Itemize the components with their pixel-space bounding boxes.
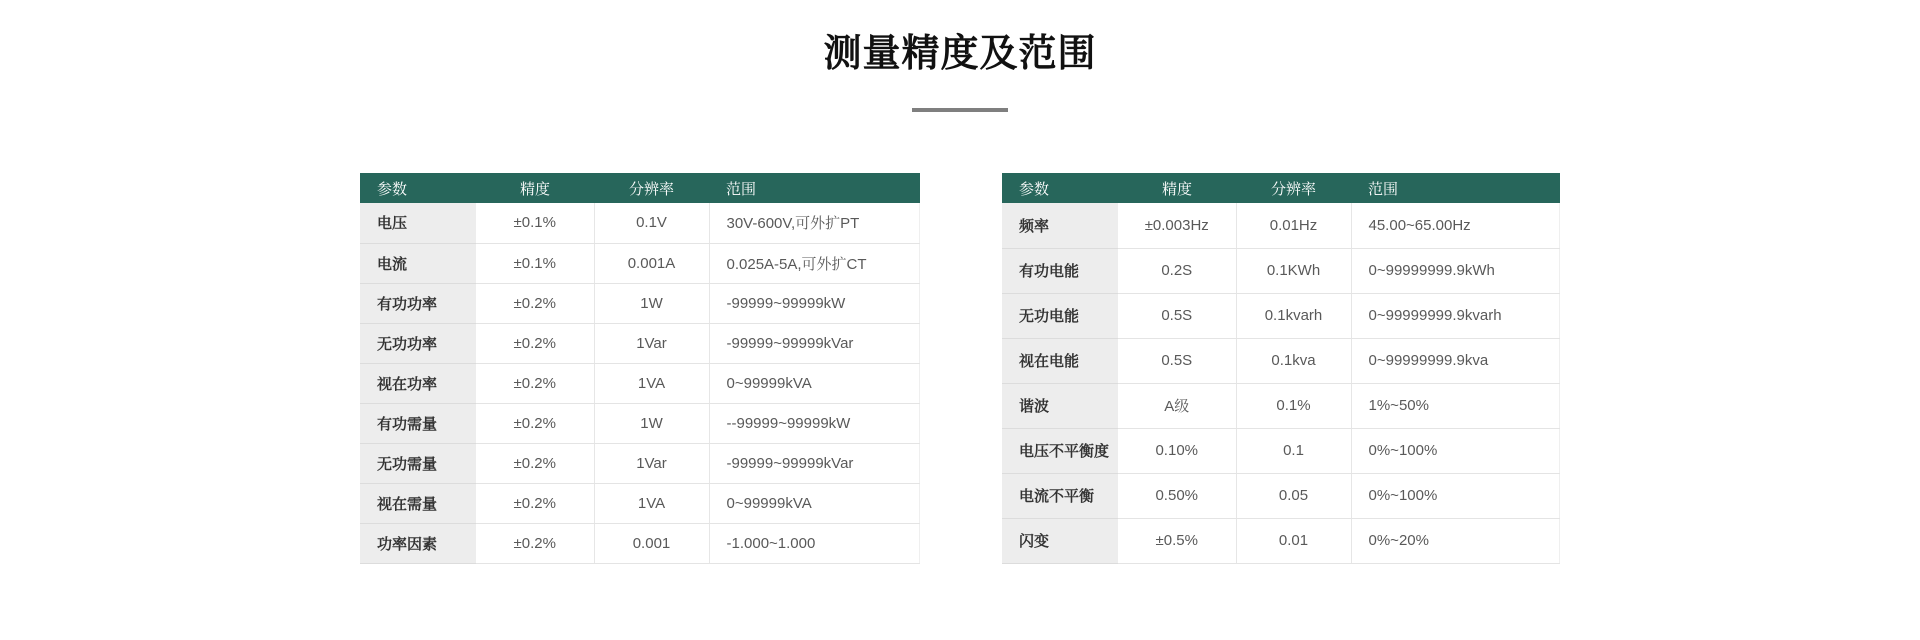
parameter-label-cell: 功率因素: [360, 523, 476, 563]
value-cell: ±0.2%: [476, 523, 594, 563]
parameter-label-cell: 谐波: [1002, 383, 1118, 428]
value-cell: 30V-600V,可外扩PT: [709, 203, 920, 243]
table-row: [360, 403, 920, 443]
parameter-label-cell: 有功功率: [360, 283, 476, 323]
value-cell: 0%~100%: [1351, 473, 1560, 518]
table-row: [360, 443, 920, 483]
parameter-label-cell: 闪变: [1002, 518, 1118, 563]
column-header: 范围: [1351, 173, 1560, 203]
column-header: 精度: [476, 173, 594, 203]
value-cell: ±0.1%: [476, 203, 594, 243]
value-cell: 1%~50%: [1351, 383, 1560, 428]
parameter-label-cell: 电流: [360, 243, 476, 283]
parameter-label-cell: 有功电能: [1002, 248, 1118, 293]
value-cell: 0.001A: [594, 243, 709, 283]
page-title: 测量精度及范围: [823, 33, 1097, 75]
title-divider: [912, 108, 1008, 112]
value-cell: ±0.2%: [476, 363, 594, 403]
table-row: [1002, 338, 1560, 383]
table-header: [360, 173, 920, 203]
value-cell: 0.10%: [1118, 428, 1236, 473]
value-cell: 0.01Hz: [1236, 203, 1351, 248]
table-row: [1002, 473, 1560, 518]
column-header: 参数: [1002, 173, 1118, 203]
value-cell: 0.50%: [1118, 473, 1236, 518]
value-cell: ±0.1%: [476, 243, 594, 283]
value-cell: 0.05: [1236, 473, 1351, 518]
value-cell: 0.1KWh: [1236, 248, 1351, 293]
table-row: [1002, 428, 1560, 473]
value-cell: 0~99999kVA: [709, 363, 920, 403]
value-cell: ±0.5%: [1118, 518, 1236, 563]
value-cell: -99999~99999kVar: [709, 443, 920, 483]
value-cell: 0%~100%: [1351, 428, 1560, 473]
table-header: [1002, 173, 1560, 203]
parameter-label-cell: 电压: [360, 203, 476, 243]
table-row: [360, 363, 920, 403]
table-row: [360, 283, 920, 323]
value-cell: ±0.2%: [476, 443, 594, 483]
value-cell: ±0.2%: [476, 283, 594, 323]
value-cell: -1.000~1.000: [709, 523, 920, 563]
value-cell: A级: [1118, 383, 1236, 428]
table-row: [1002, 293, 1560, 338]
value-cell: 0.5S: [1118, 338, 1236, 383]
value-cell: ±0.2%: [476, 323, 594, 363]
column-header: 精度: [1118, 173, 1236, 203]
parameter-label-cell: 视在电能: [1002, 338, 1118, 383]
table-row: [1002, 203, 1560, 248]
parameter-label-cell: 视在功率: [360, 363, 476, 403]
parameter-label-cell: 频率: [1002, 203, 1118, 248]
table-row: [360, 243, 920, 283]
value-cell: 0.5S: [1118, 293, 1236, 338]
value-cell: 1W: [594, 283, 709, 323]
table-row: [1002, 518, 1560, 563]
table-row: [360, 483, 920, 523]
column-header: 参数: [360, 173, 476, 203]
value-cell: 0.1V: [594, 203, 709, 243]
parameter-label-cell: 无功需量: [360, 443, 476, 483]
value-cell: -99999~99999kVar: [709, 323, 920, 363]
column-header: 范围: [709, 173, 920, 203]
value-cell: 0~99999999.9kWh: [1351, 248, 1560, 293]
value-cell: 0~99999999.9kvarh: [1351, 293, 1560, 338]
value-cell: ±0.2%: [476, 483, 594, 523]
value-cell: 0.1%: [1236, 383, 1351, 428]
parameter-label-cell: 无功电能: [1002, 293, 1118, 338]
value-cell: 1Var: [594, 443, 709, 483]
value-cell: 0.1kva: [1236, 338, 1351, 383]
spec-tables-section: [0, 173, 1920, 564]
parameter-label-cell: 电流不平衡: [1002, 473, 1118, 518]
value-cell: 1VA: [594, 483, 709, 523]
value-cell: 1Var: [594, 323, 709, 363]
value-cell: -99999~99999kW: [709, 283, 920, 323]
parameter-label-cell: 电压不平衡度: [1002, 428, 1118, 473]
value-cell: 1VA: [594, 363, 709, 403]
spec-table-energy-quality: [1002, 173, 1560, 564]
parameter-label-cell: 视在需量: [360, 483, 476, 523]
value-cell: 0.025A-5A,可外扩CT: [709, 243, 920, 283]
table-row: [1002, 383, 1560, 428]
value-cell: 0.1kvarh: [1236, 293, 1351, 338]
parameter-label-cell: 有功需量: [360, 403, 476, 443]
value-cell: --99999~99999kW: [709, 403, 920, 443]
table-row: [360, 323, 920, 363]
value-cell: 0~99999999.9kva: [1351, 338, 1560, 383]
column-header: 分辨率: [594, 173, 709, 203]
spec-table-electrical: [360, 173, 920, 564]
value-cell: 0.2S: [1118, 248, 1236, 293]
table-row: [1002, 248, 1560, 293]
value-cell: ±0.003Hz: [1118, 203, 1236, 248]
column-header: 分辨率: [1236, 173, 1351, 203]
table-row: [360, 523, 920, 563]
parameter-label-cell: 无功功率: [360, 323, 476, 363]
value-cell: 0.1: [1236, 428, 1351, 473]
value-cell: 0.01: [1236, 518, 1351, 563]
value-cell: 0.001: [594, 523, 709, 563]
value-cell: 45.00~65.00Hz: [1351, 203, 1560, 248]
value-cell: 0~99999kVA: [709, 483, 920, 523]
table-row: [360, 203, 920, 243]
value-cell: ±0.2%: [476, 403, 594, 443]
value-cell: 0%~20%: [1351, 518, 1560, 563]
value-cell: 1W: [594, 403, 709, 443]
